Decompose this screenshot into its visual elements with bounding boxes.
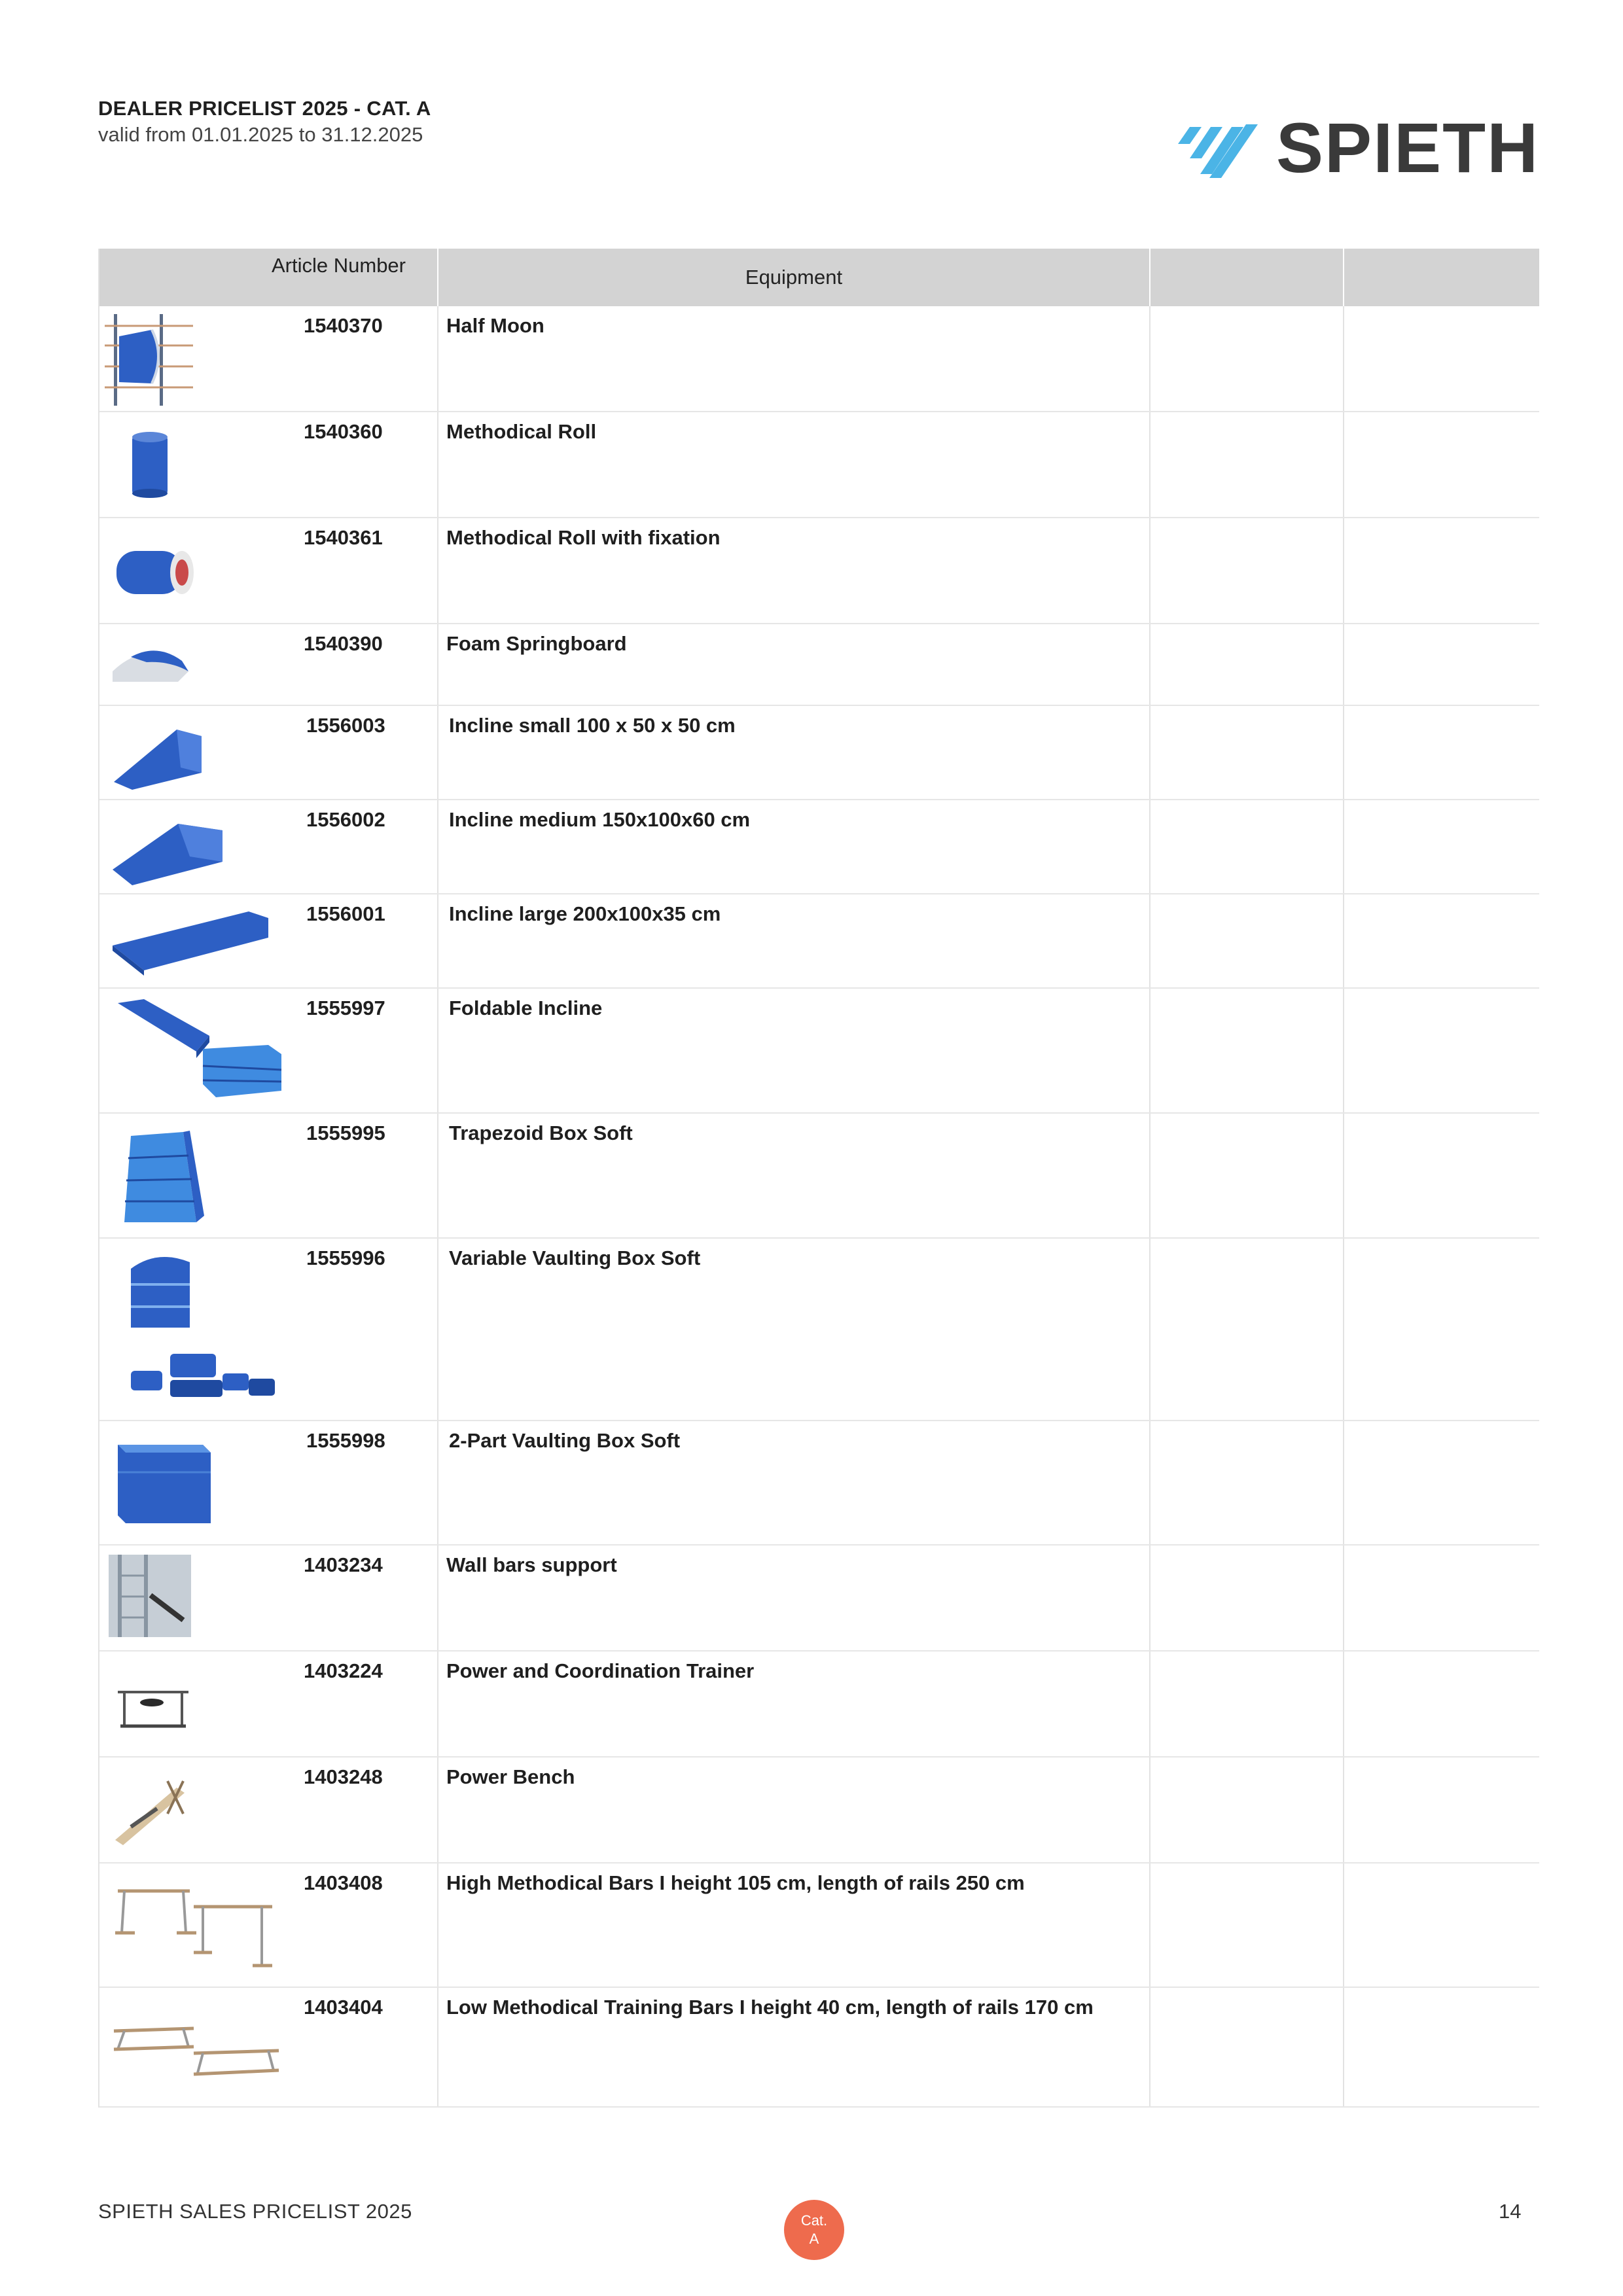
article-number: 1403248 [304, 1765, 383, 1788]
methodical-roll-icon [105, 416, 196, 514]
equipment-name: Foldable Incline [449, 997, 603, 1019]
pricelist-title: DEALER PRICELIST 2025 - CAT. A [98, 97, 431, 120]
article-number: 1555996 [306, 1246, 385, 1269]
roll-fixation-icon [105, 522, 203, 620]
table-row [99, 306, 1539, 412]
equipment-name: Half Moon [446, 314, 544, 337]
table-row [99, 1239, 1539, 1421]
equipment-name: Methodical Roll [446, 420, 597, 443]
badge-category: A [809, 2231, 819, 2247]
header-column-3 [1149, 249, 1343, 306]
document-header [98, 97, 431, 147]
table-row [99, 624, 1539, 706]
table-row [99, 1757, 1539, 1863]
equipment-name: Incline small 100 x 50 x 50 cm [449, 714, 736, 737]
foldable-incline-icon [105, 993, 288, 1110]
table-row [99, 1988, 1539, 2108]
table-row [99, 706, 1539, 800]
article-number: 1403234 [304, 1553, 383, 1576]
spieth-stripes-logo-icon [1178, 123, 1263, 182]
table-row [99, 518, 1539, 624]
two-part-box-icon [105, 1425, 216, 1536]
equipment-name: Trapezoid Box Soft [449, 1122, 633, 1144]
half-moon-icon [105, 310, 196, 408]
high-bars-icon [105, 1867, 288, 1985]
table-row [99, 1114, 1539, 1239]
table-row [99, 989, 1539, 1114]
article-number: 1556002 [306, 808, 385, 831]
equipment-name: Wall bars support [446, 1553, 617, 1576]
trapezoid-box-icon [105, 1118, 216, 1235]
wall-bars-support-icon [105, 1549, 196, 1648]
article-number: 1556003 [306, 714, 385, 737]
incline-medium-icon [105, 804, 229, 889]
header-equipment: Equipment [437, 249, 1149, 306]
article-number: 1403404 [304, 1996, 383, 2019]
spieth-logo [1178, 108, 1540, 190]
article-number: 1540370 [304, 314, 383, 337]
low-bars-icon [105, 1992, 288, 2103]
table-row [99, 1545, 1539, 1651]
equipment-name: Low Methodical Training Bars I height 40 cm, length of rails 170 cm [446, 1996, 1094, 2019]
power-bench-icon [105, 1761, 196, 1860]
equipment-name: High Methodical Bars I height 105 cm, length of rails 250 cm [446, 1871, 1025, 1894]
table-row [99, 1651, 1539, 1757]
table-header [99, 249, 1539, 306]
page-number: 14 [1499, 2200, 1522, 2223]
article-number: 1540361 [304, 526, 383, 549]
variable-vaulting-box-icon [105, 1243, 288, 1413]
price-table [98, 249, 1539, 2108]
article-number: 1540360 [304, 420, 383, 443]
table-row [99, 894, 1539, 989]
table-row [99, 412, 1539, 518]
article-number: 1403408 [304, 1871, 383, 1894]
equipment-name: Variable Vaulting Box Soft [449, 1246, 701, 1269]
equipment-name: Power Bench [446, 1765, 575, 1788]
foam-springboard-icon [105, 628, 203, 700]
table-row [99, 800, 1539, 894]
equipment-name: Incline large 200x100x35 cm [449, 902, 721, 925]
equipment-name: 2-Part Vaulting Box Soft [449, 1429, 681, 1452]
header-column-4 [1343, 249, 1539, 306]
logo-wordmark: SPIETH [1276, 108, 1540, 187]
incline-small-icon [105, 710, 216, 795]
category-badge [784, 2200, 844, 2260]
validity-period: valid from 01.01.2025 to 31.12.2025 [98, 123, 423, 146]
table-row [99, 1863, 1539, 1988]
equipment-name: Methodical Roll with fixation [446, 526, 721, 549]
article-number: 1403224 [304, 1659, 383, 1682]
incline-large-icon [105, 898, 275, 983]
badge-label: Cat. [800, 2212, 828, 2229]
article-number: 1555997 [306, 997, 385, 1019]
equipment-name: Incline medium 150x100x60 cm [449, 808, 751, 831]
article-number: 1555995 [306, 1122, 385, 1144]
article-number: 1556001 [306, 902, 385, 925]
header-article-number: Article Number [272, 254, 406, 277]
footer-title: SPIETH SALES PRICELIST 2025 [98, 2200, 412, 2223]
article-number: 1540390 [304, 632, 383, 655]
equipment-name: Foam Springboard [446, 632, 627, 655]
equipment-name: Power and Coordination Trainer [446, 1659, 755, 1682]
coordination-trainer-icon [105, 1655, 196, 1754]
article-number: 1555998 [306, 1429, 385, 1452]
table-row [99, 1421, 1539, 1545]
